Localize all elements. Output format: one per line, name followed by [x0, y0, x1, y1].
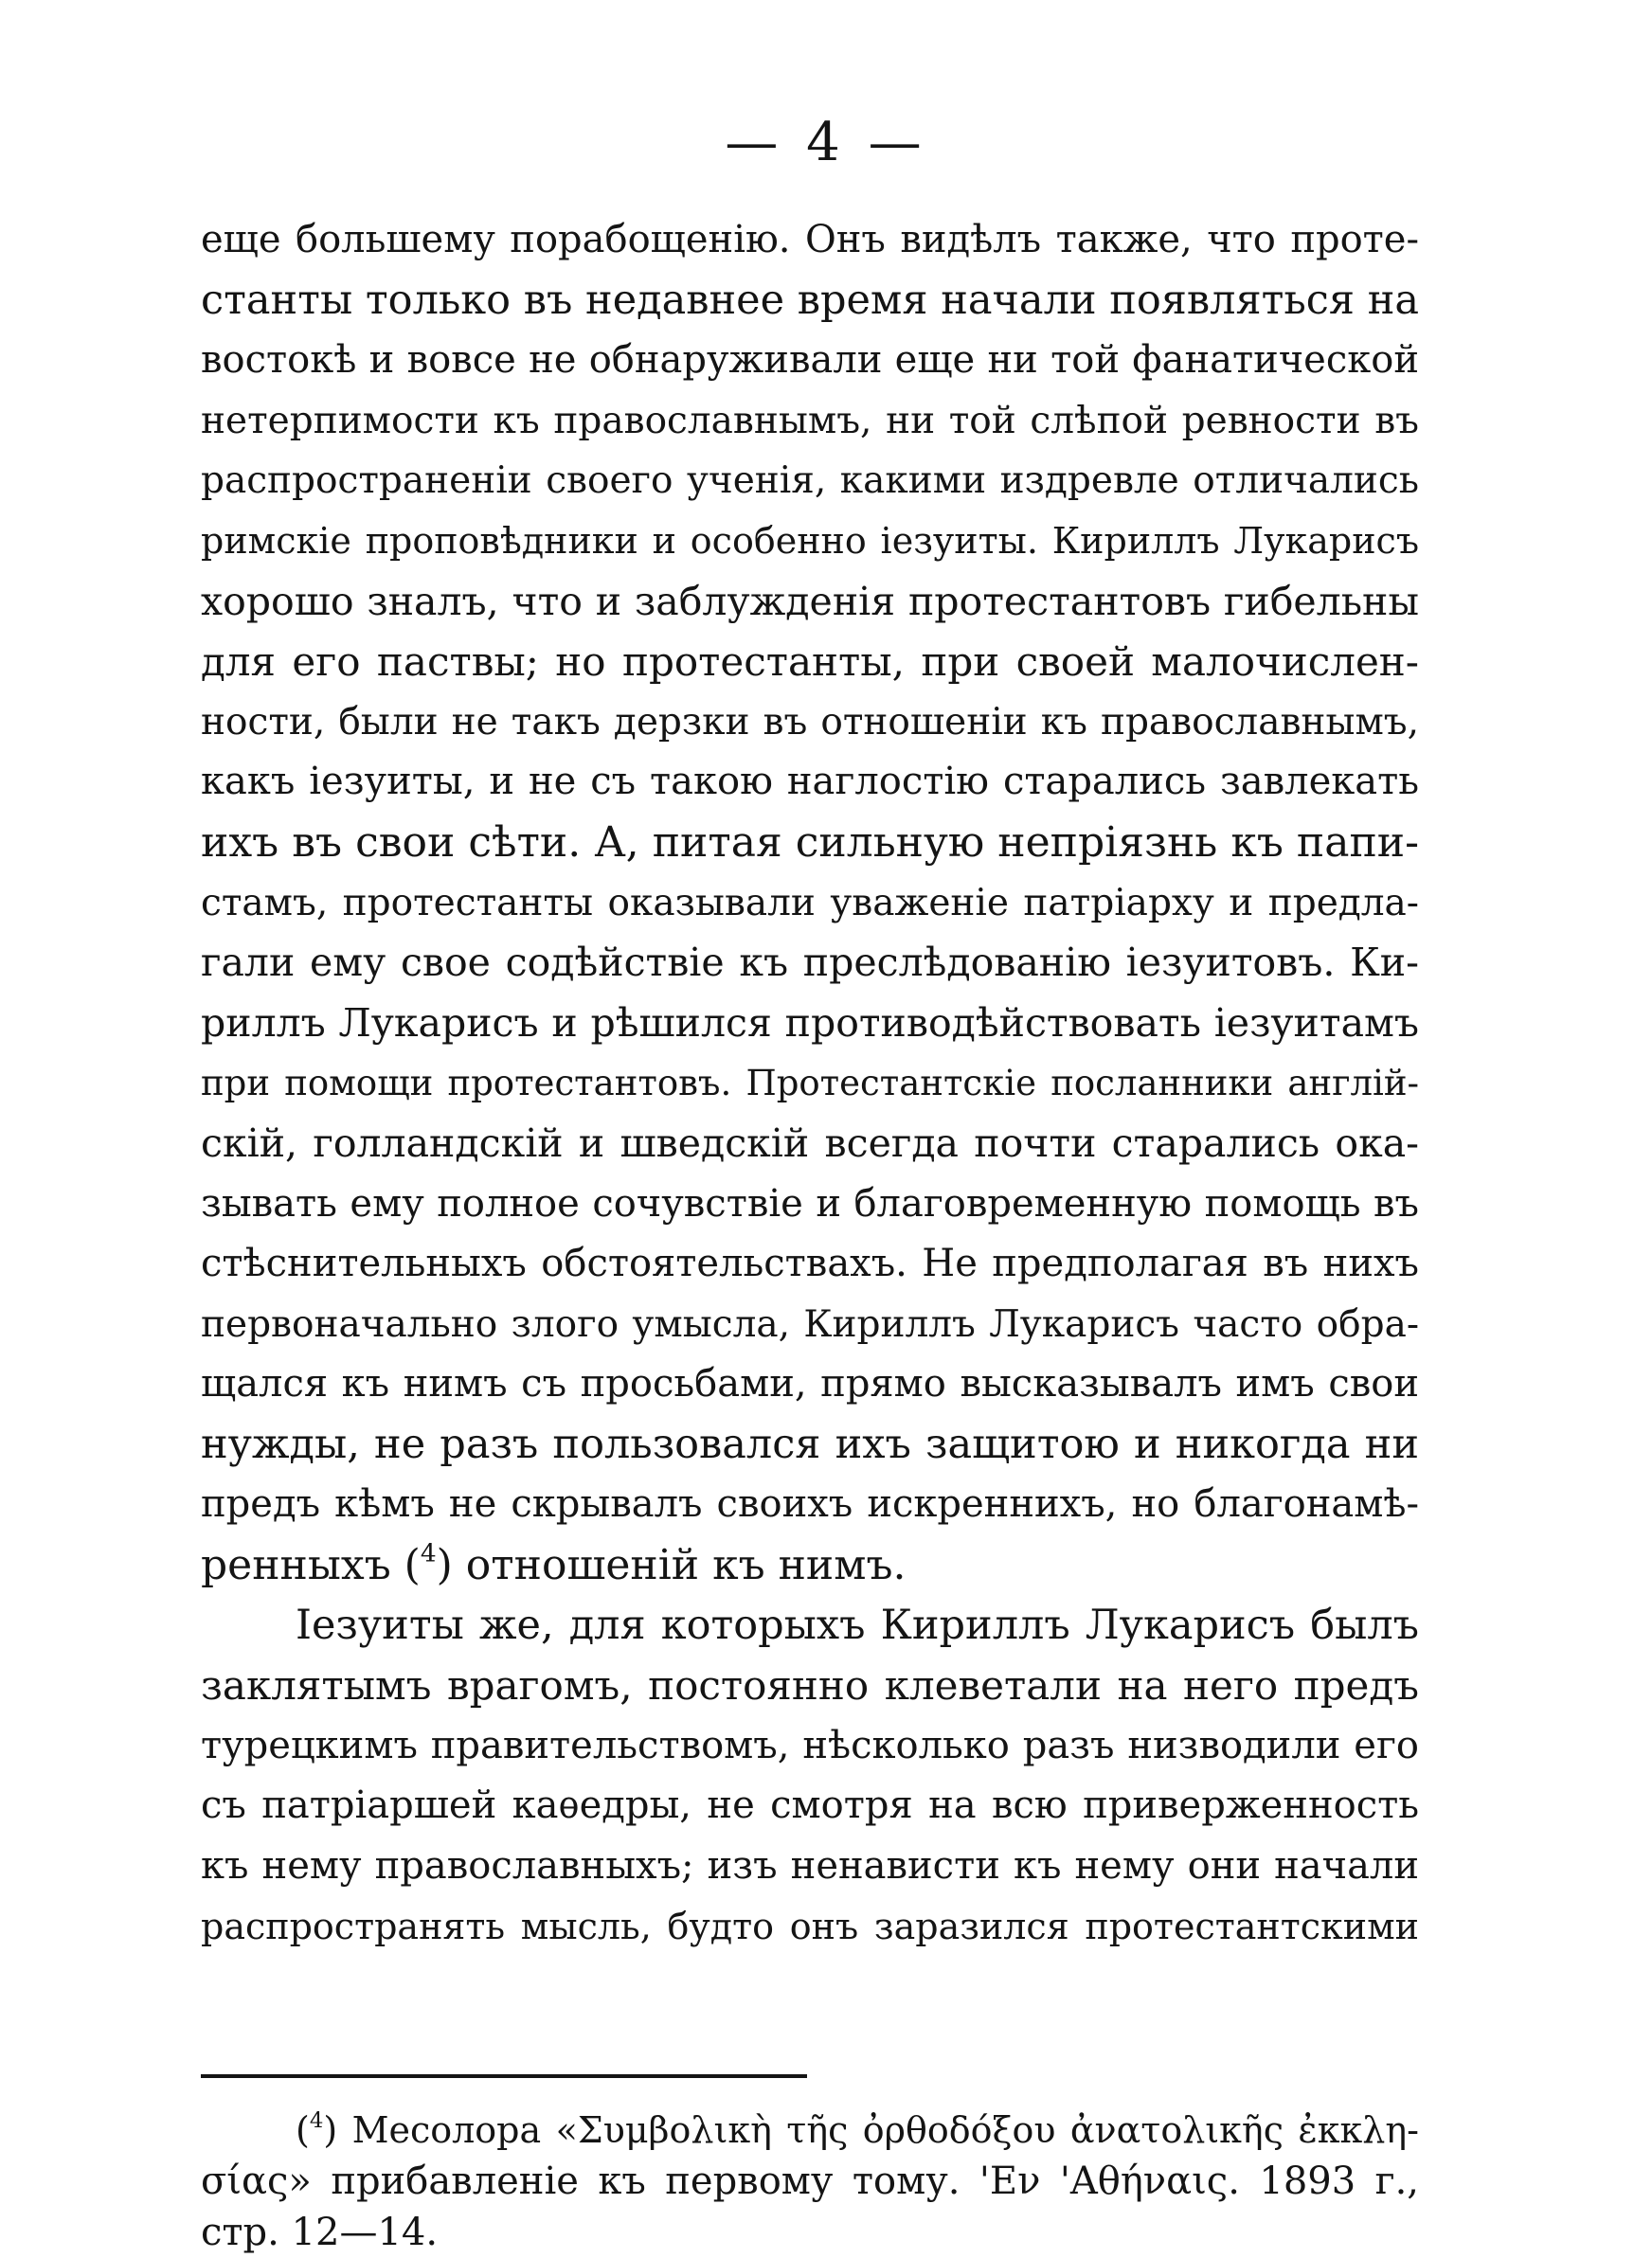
footnote-line: стр. 12—14.	[201, 2211, 439, 2254]
text-line: щался къ нимъ съ просьбами, прямо высказывалъ имъ свои	[201, 1362, 1419, 1407]
text-line: еще большему порабощенію. Онъ видѣлъ также, что проте-	[201, 218, 1419, 261]
text-line: при помощи протестантовъ. Протестантскіе посланники англій-	[201, 1063, 1419, 1104]
footnote-line	[201, 2105, 1419, 2156]
text-line: ности, были не такъ дерзки въ отношеніи къ православнымъ,	[201, 700, 1419, 744]
text-line: нужды, не разъ пользовался ихъ защитою и никогда ни	[201, 1420, 1419, 1468]
text-line: турецкимъ правительствомъ, нѣсколько разъ низводили его	[201, 1723, 1419, 1767]
text-line: востокѣ и вовсе не обнаруживали еще ни той фанатической	[201, 338, 1419, 383]
text-line: стамъ, протестанты оказывали уваженіе патріарху и предла-	[201, 881, 1419, 924]
text-line: предъ кѣмъ не скрывалъ своихъ искреннихъ, но благонамѣ-	[201, 1482, 1419, 1527]
text-line: риллъ Лукарисъ и рѣшился противодѣйствовать іезуитамъ	[201, 999, 1419, 1046]
text-line: хорошо зналъ, что и заблужденія протестантовъ гибельны	[201, 578, 1419, 624]
footnote-reference: 4	[420, 1538, 437, 1568]
text-line: Іезуиты же, для которыхъ Кириллъ Лукарисъ былъ	[296, 1601, 1419, 1649]
text-line: гали ему свое содѣйствіе къ преслѣдованію іезуитовъ. Ки-	[201, 940, 1419, 986]
text-line: станты только въ недавнее время начали появляться на	[201, 276, 1419, 324]
text-line: заклятымъ врагомъ, постоянно клеветали на него предъ	[201, 1662, 1419, 1710]
text-line: съ патріаршей каѳедры, не смотря на всю приверженность	[201, 1783, 1419, 1828]
text-line: распространеніи своего ученія, какими издревле отличались	[201, 459, 1419, 503]
text-line: нетерпимости къ православнымъ, ни той слѣпой ревности въ	[201, 399, 1419, 442]
main-text	[201, 210, 1419, 1957]
text-line: стѣснительныхъ обстоятельствахъ. Не предполагая въ нихъ	[201, 1242, 1419, 1286]
text-line-with-footnote-ref	[201, 1535, 1419, 1596]
footnote-marker: 4	[309, 2108, 324, 2134]
footnote-marker-close: )	[323, 2109, 338, 2151]
text-line: къ нему православныхъ; изъ ненависти къ нему они начали	[201, 1844, 1419, 1889]
footnote-marker-open: (	[296, 2109, 310, 2151]
page-number: — 4 —	[725, 112, 927, 173]
text-line: ихъ въ свои сѣти. А, питая сильную непріязнь къ папи-	[201, 817, 1419, 867]
text-line: для его паствы; но протестанты, при своей малочислен-	[201, 638, 1419, 686]
text-line: распространять мысль, будто онъ заразился протестантскими	[201, 1905, 1419, 1947]
text-line: первоначально злого умысла, Кириллъ Лукарисъ часто обра-	[201, 1302, 1419, 1346]
text-line: какъ іезуиты, и не съ такою наглостію старались завлекать	[201, 760, 1419, 804]
text-line: скій, голландскій и шведскій всегда почти старались ока-	[201, 1120, 1419, 1166]
footnote-text: Месолора «Συμβολικὴ τῆς ὀρθοδόξου ἀνατολικῆς ἐκκλη-	[337, 2109, 1419, 2151]
footnote	[201, 2105, 1419, 2258]
text-line: римскіе проповѣдники и особенно іезуиты. Кириллъ Лукарисъ	[201, 519, 1419, 562]
text-fragment: ) отношеній къ нимъ.	[436, 1541, 907, 1590]
footnote-line: σίας» прибавленіе къ первому тому. 'Εν 'Αθήναις. 1893 г.,	[201, 2159, 1419, 2203]
footnote-divider	[201, 2074, 807, 2078]
text-fragment: ренныхъ (	[201, 1541, 421, 1590]
text-line: зывать ему полное сочувствіе и благовременную помощь въ	[201, 1181, 1419, 1226]
